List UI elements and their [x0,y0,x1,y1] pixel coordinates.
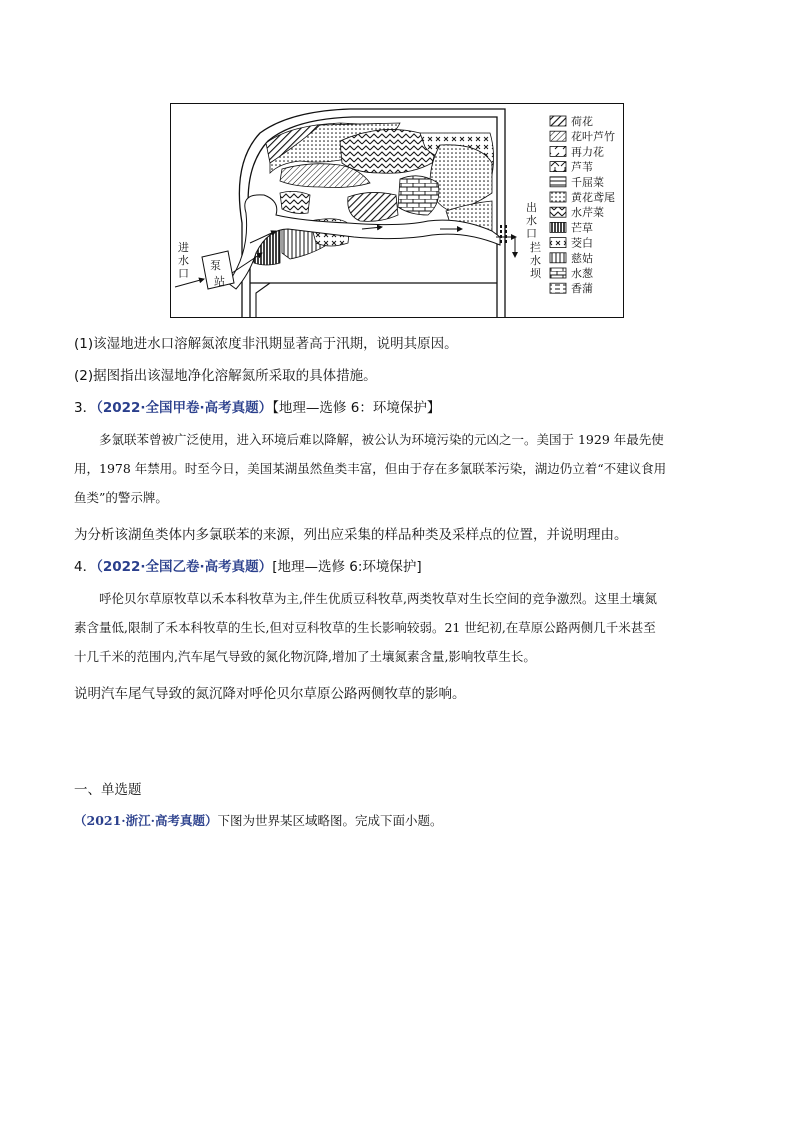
q4-line-2: 素含量低,限制了禾本科牧草的生长,但对豆科牧草的生长影响较弱。21 世纪初,在草原公路两侧几千米甚至 [74,620,656,635]
question-5-header [74,811,443,831]
legend-swatch [550,238,566,248]
section-heading: 一、单选题 [74,782,142,798]
dam-label: 拦水坝 [530,241,541,280]
question-1: (1)该湿地进水口溶解氮浓度非汛期显著高于汛期，说明其原因。 [74,336,458,352]
legend-label: 荷花 [571,115,593,128]
inlet-label: 进水口 [178,241,189,280]
legend-label: 香蒲 [571,282,593,296]
legend-swatch [550,146,566,156]
q3-tag: 【地理—选修 6：环境保护】 [272,400,441,416]
q5-source: （2021·浙江·高考真题） [74,813,218,828]
legend-swatch [550,192,566,202]
q3-line-1: 多氯联苯曾被广泛使用，进入环境后难以降解，被公认为环境污染的元凶之一。美国于 1929 年最先使 [99,432,664,447]
q5-text: 下图为世界某区域略图。完成下面小题。 [217,813,443,828]
legend-swatch [550,283,566,293]
legend-swatch [550,131,566,141]
pump-label-1: 泵 [210,259,221,272]
q4-question: 说明汽车尾气导致的氮沉降对呼伦贝尔草原公路两侧牧草的影响。 [74,686,466,702]
q4-tag: [地理—选修 6:环境保护] [272,559,422,575]
legend-swatch [550,177,566,187]
legend-label: 芒草 [571,221,593,235]
question-3-header [74,398,440,418]
legend-swatch [550,222,566,232]
legend-swatch [550,253,566,263]
q3-line-2: 用，1978 年禁用。时至今日，美国某湖虽然鱼类丰富，但由于存在多氯联苯污染，湖边仍立着“不建议食用 [74,461,667,476]
legend-swatch [550,207,566,217]
outlet-label: 出水口 [526,201,537,240]
legend-label: 水芹菜 [571,206,604,220]
legend-label: 水葱 [571,267,593,280]
pump-label-2: 站 [214,275,225,288]
q3-number: 3． [74,400,97,416]
legend-label: 再力花 [571,145,604,159]
question-2: (2)据图指出该湿地净化溶解氮所采取的具体措施。 [74,368,377,384]
legend-label: 芦苇 [571,160,593,174]
wetland-figure [170,103,624,318]
q3-question: 为分析该湖鱼类体内多氯联苯的来源，列出应采集的样品种类及采样点的位置，并说明理由。 [74,527,628,543]
legend-swatch [550,162,566,172]
q4-number: 4． [74,559,97,575]
legend-label: 千屈菜 [571,175,604,189]
q3-line-3: 鱼类”的警示牌。 [74,490,168,505]
q4-source: （2022·全国乙卷·高考真题） [96,559,273,575]
q4-line-3: 十几千米的范围内,汽车尾气导致的氮化物沉降,增加了土壤氮素含量,影响牧草生长。 [74,649,536,664]
legend-label: 花叶芦竹 [571,130,615,144]
legend-swatch [550,116,566,126]
q4-passage [74,584,724,671]
q4-line-1: 呼伦贝尔草原牧草以禾本科牧草为主,伴生优质豆科牧草,两类牧草对生长空间的竞争激烈。这里土壤氮 [99,591,657,606]
legend-label: 黄花鸢尾 [571,191,615,204]
legend-label: 茭白 [571,236,593,250]
legend-swatch [550,268,566,278]
question-4-header [74,557,422,577]
q3-passage [74,425,724,512]
legend-label: 慈姑 [571,251,593,265]
q3-source: （2022·全国甲卷·高考真题） [96,400,273,416]
